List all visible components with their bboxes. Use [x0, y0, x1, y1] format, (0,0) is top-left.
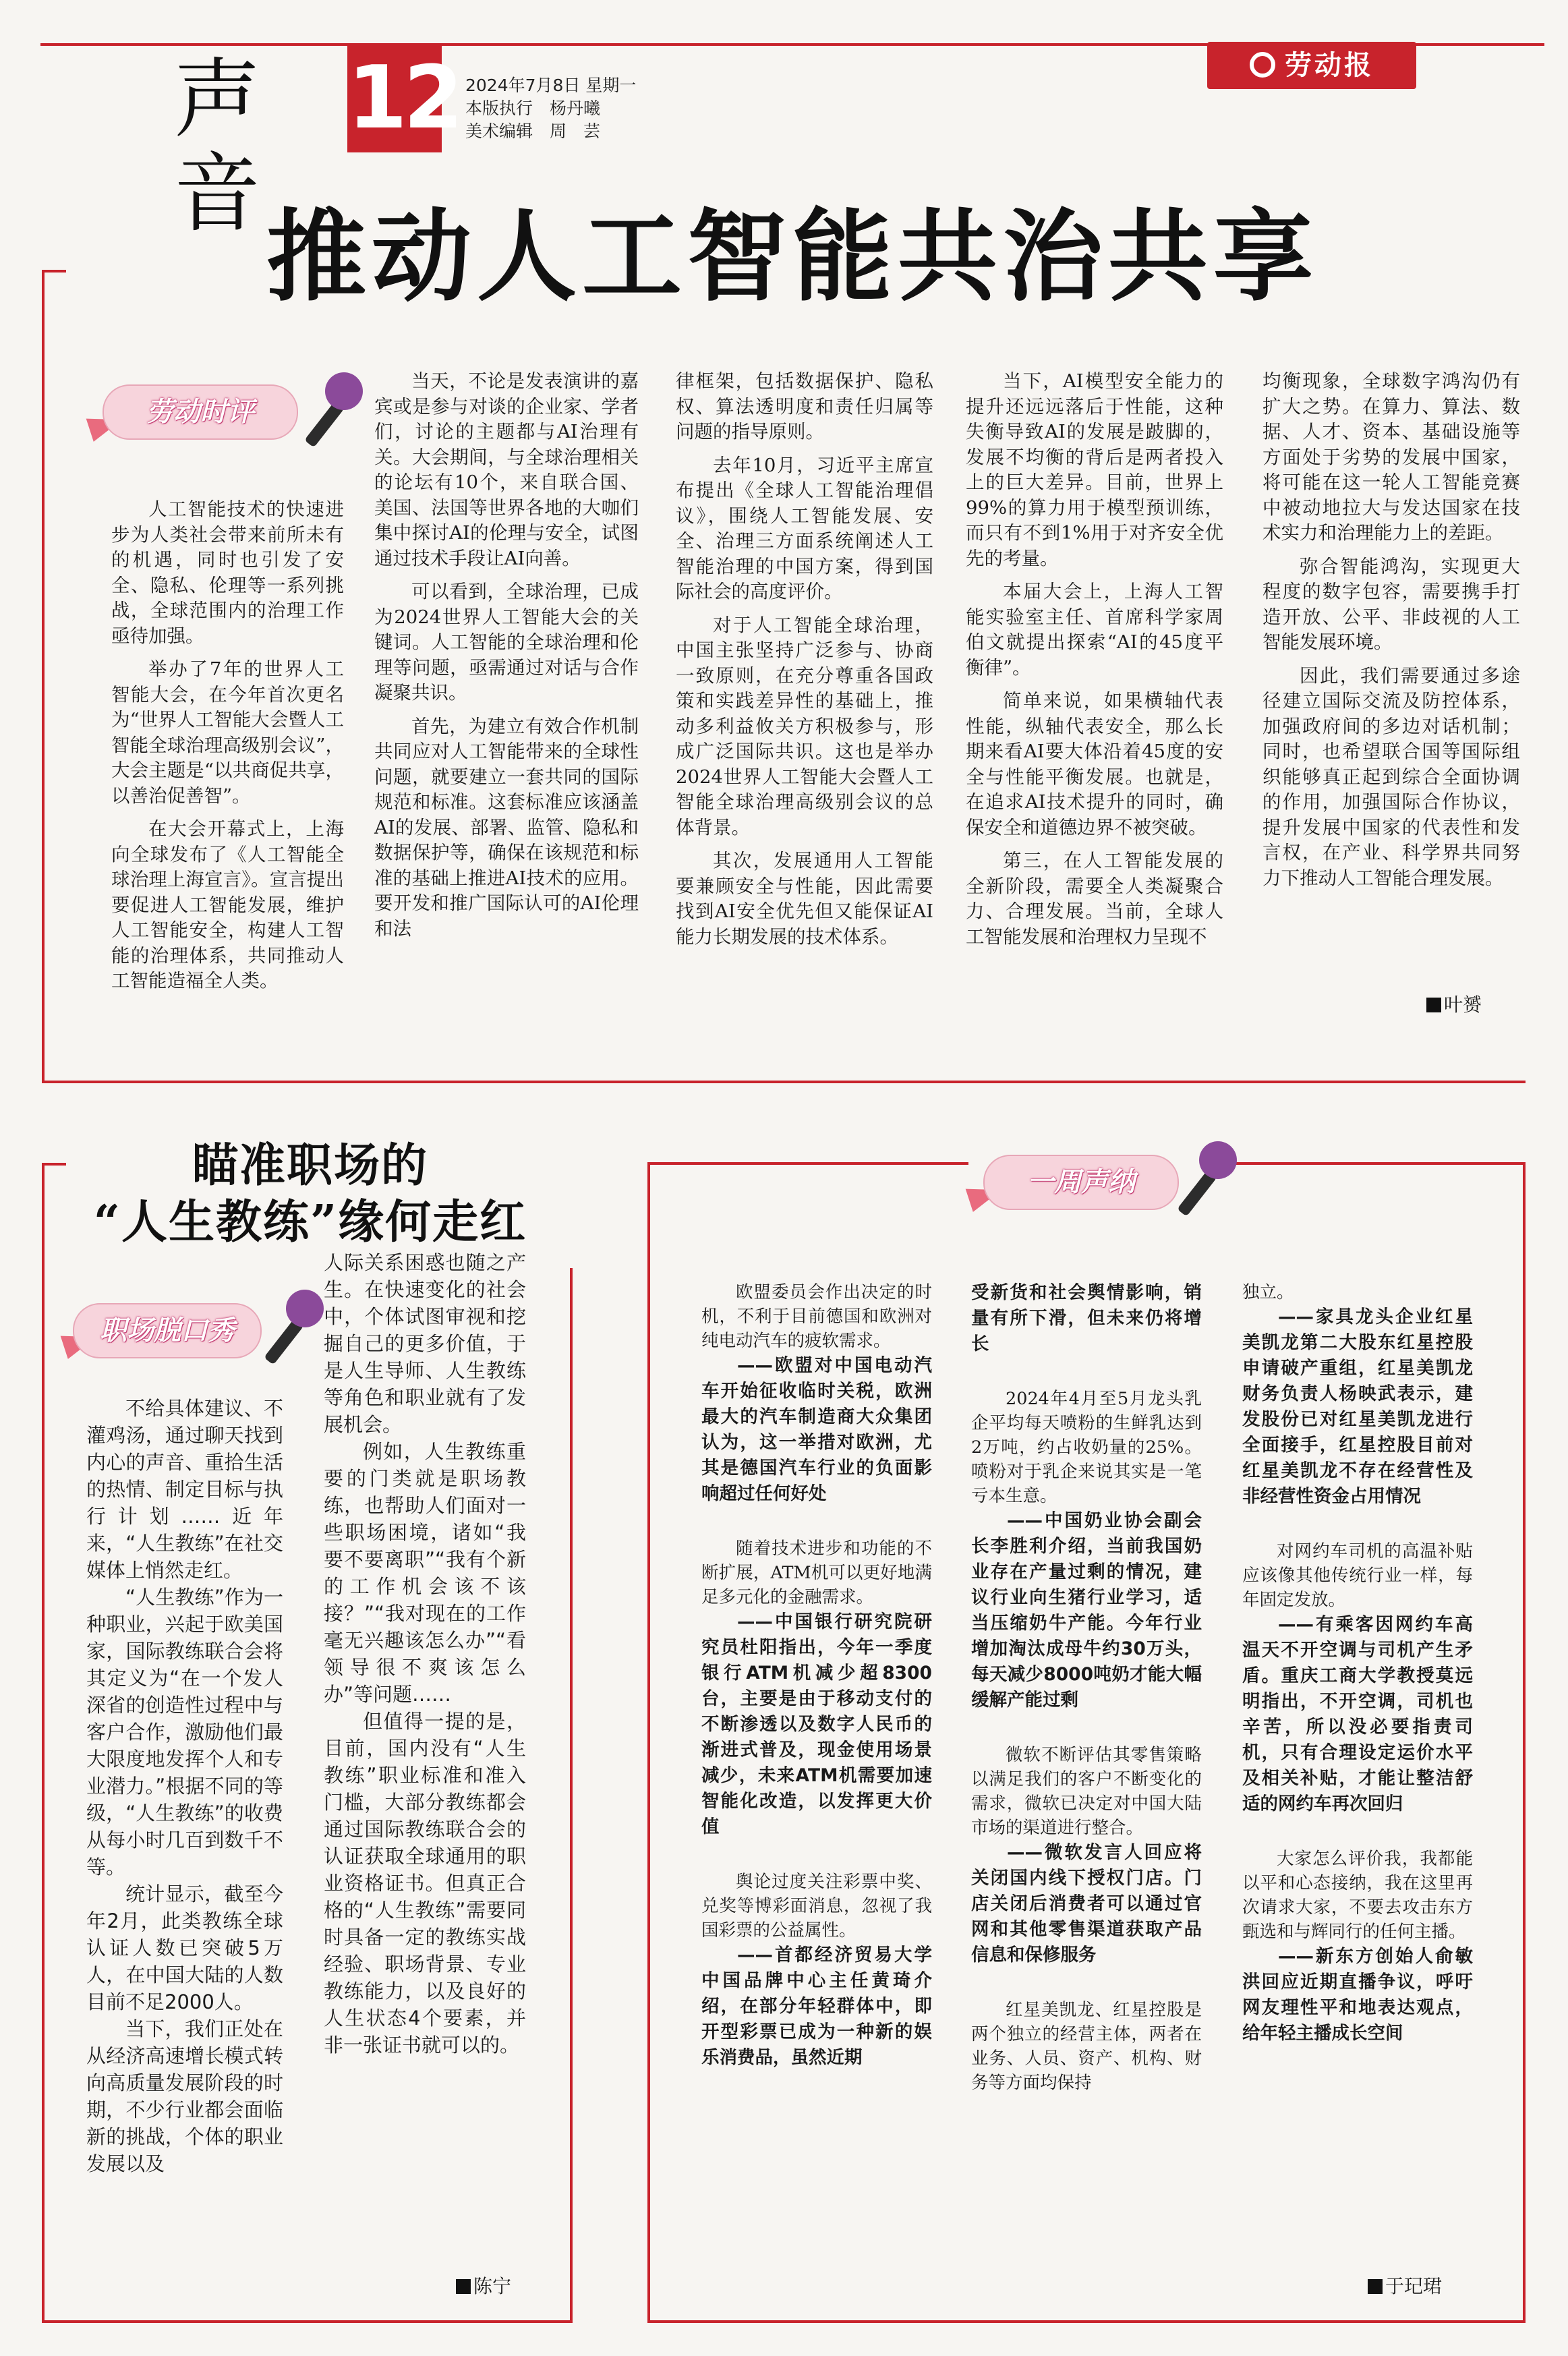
main-column-5: [1262, 369, 1520, 891]
microphone-head: [286, 1290, 324, 1327]
main-column-3: [676, 369, 933, 950]
paragraph: 首先，为建立有效合作机制共同应对人工智能带来的全球性问题，就要建立一套共同的国际规范和标准。这套标准应该涵盖AI的发展、部署、监管、隐私和数据保护等，确保在该规范和标准的基础上推进AI技术的应用。要开发和推广国际认可的AI伦理和法: [374, 715, 639, 940]
paper-name: 劳动报: [1285, 50, 1374, 81]
quote-source: 受新货和社会舆情影响，销量有所下滑，但未来仍将增长: [971, 1282, 1202, 1354]
column-banner-career: [63, 1287, 293, 1361]
paragraph: “人生教练”作为一种职业，兴起于欧美国家，国际教练联合会将其定义为“在一个发人深省的创造性过程中与客户合作，激励他们最大限度地发挥个人和专业潜力。”根据不同的等级，“人生教练”的收费从每小时几百到数千不等。: [86, 1586, 283, 1878]
quote-text: 对网约车司机的高温补贴应该像其他传统行业一样，每年固定发放。: [1242, 1541, 1473, 1610]
paragraph: 可以看到，全球治理，已成为2024世界人工智能大会的关键词。人工智能的全球治理和伦理等问题，亟需通过对话与合作凝聚共识。: [374, 581, 639, 703]
author-name: 陈宁: [473, 2275, 512, 2297]
main-column-4: [966, 369, 1223, 950]
paragraph: 举办了7年的世界人工智能大会，在今年首次更名为“世界人工智能大会暨人工智能全球治理高级别会议”，大会主题是“以共商促共享，以善治促善智”。: [111, 658, 344, 807]
quote-text: 随着技术进步和功能的不断扩展，ATM机可以更好地满足多元化的金融需求。: [701, 1539, 932, 1607]
column-tag: 劳动时评: [103, 384, 298, 440]
byline-mark: [1426, 998, 1441, 1012]
quote-source: ——新东方创始人俞敏洪回应近期直播争议，呼吁网友理性平和地表达观点，给年轻主播成长空间: [1242, 1946, 1473, 2044]
main-headline: 推动人工智能共治共享: [266, 198, 1318, 315]
paragraph: 第三，在人工智能发展的全新阶段，需要全人类凝聚合力、合理发展。当前，全球人工智能发展和治理权力呈现不: [966, 850, 1223, 948]
paragraph: 律框架，包括数据保护、隐私权、算法透明度和责任归属等问题的指导原则。: [676, 370, 933, 442]
byline-mark: [456, 2279, 471, 2294]
column-banner-laodong: [89, 372, 345, 447]
paragraph: 其次，发展通用人工智能要兼顾安全与性能，因此需要找到AI安全优先但又能保证AI能力长期发展的技术体系。: [676, 850, 933, 948]
frame-left-rule: [42, 270, 45, 1083]
career-frame-right: [570, 1268, 573, 2323]
frame-corner-rule: [42, 270, 66, 272]
paragraph: 因此，我们需要通过多途径建立国际交流及防控体系，加强政府间的多边对话机制；同时，也希望联合国等国际组织能够真正起到综合全面协调的作用，加强国际合作协议，提升发展中国家的代表性和发言权，在产业、科学界共同努力下推动人工智能合理发展。: [1262, 664, 1520, 889]
paragraph: 人工智能技术的快速进步为人类社会带来前所未有的机遇，同时也引发了安全、隐私、伦理等一系列挑战，全球范围内的治理工作亟待加强。: [111, 498, 344, 647]
paragraph: 但值得一提的是，目前，国内没有“人生教练”职业标准和准入门槛，大部分教练都会通过国际教练联合会的认证获取全球通用的职业资格证书。但真正合格的“人生教练”需要同时具备一定的教练实战经验、职场背景、专业教练能力，以及良好的人生状态4个要素，并非一张证书就可以的。: [324, 1710, 526, 2057]
microphone-head: [1199, 1141, 1237, 1179]
paragraph: 不给具体建议、不灌鸡汤，通过聊天找到内心的声音、重拾生活的热情、制定目标与执行计划……近年来，“人生教练”在社交媒体上悄然走红。: [86, 1397, 283, 1582]
career-headline-1: 瞄准职场的: [192, 1139, 428, 1193]
sonar-column-3: [1242, 1280, 1473, 2046]
quote-source: ——首都经济贸易大学中国品牌中心主任黄琦介绍，在部分年轻群体中，即开型彩票已成为一种新的娱乐消费品，虽然近期: [701, 1945, 932, 2068]
main-byline: [1426, 990, 1482, 1017]
career-column-2: [324, 1249, 526, 2059]
paragraph: 简单来说，如果横轴代表性能，纵轴代表安全，那么长期来看AI要大体沿着45度的安全与性能平衡发展。也就是，在追求AI技术提升的同时，确保安全和道德边界不被突破。: [966, 690, 1223, 838]
paragraph: 均衡现象，全球数字鸿沟仍有扩大之势。在算力、算法、数据、人才、资本、基础设施等方面处于劣势的发展中国家，将可能在这一轮人工智能竞赛中被动地拉大与发达国家在技术实力和治理能力上的差距。: [1262, 370, 1520, 544]
sonar-byline: [1368, 2272, 1442, 2299]
quote-text: 红星美凯龙、红星控股是两个独立的经营主体，两者在业务、人员、资产、机构、财务等方面均保持: [971, 2000, 1202, 2093]
frame-bottom-rule: [42, 1081, 1526, 1083]
paragraph: 当天，不论是发表演讲的嘉宾或是参与对谈的企业家、学者们，讨论的主题都与AI治理有关。大会期间，与全球治理相关的论坛有10个，来自联合国、美国、法国等世界各地的大咖们集中探讨AI的伦理与安全，试图通过技术手段让AI向善。: [374, 370, 639, 569]
paper-logo: [1207, 42, 1416, 89]
logo-icon: [1250, 52, 1275, 78]
career-frame-left: [42, 1163, 45, 2323]
quote-source: ——微软发言人回应将关闭国内线下授权门店。门店关闭后消费者可以通过官网和其他零售渠道获取产品信息和保修服务: [971, 1842, 1202, 1965]
section-title: 声音: [174, 49, 264, 244]
paragraph: 弥合智能鸿沟，实现更大程度的数字包容，需要携手打造开放、公平、非歧视的人工智能发展环境。: [1262, 555, 1520, 653]
microphone-head: [325, 372, 363, 410]
column-banner-sonar: [968, 1136, 1225, 1217]
column-tag: 职场脱口秀: [73, 1303, 262, 1358]
quote-text: 独立。: [1242, 1282, 1294, 1302]
issue-date: 2024年7月8日 星期一: [465, 76, 637, 95]
quote-text: 2024年4月至5月龙头乳企平均每天喷粉的生鲜乳达到2万吨，约占收奶量的25%。喷粉对于乳企来说其实是一笔亏本生意。: [971, 1389, 1202, 1506]
column-tag: 一周声纳: [983, 1155, 1179, 1210]
paragraph: 例如，人生教练重要的门类就是职场教练，也帮助人们面对一些职场困境，诸如“我要不要离职”“我有个新的工作机会该不该接？”“我对现在的工作毫无兴趣该怎么办”“看领导很不爽该怎么办”等问题……: [324, 1440, 526, 1706]
author-name: 于玘珺: [1385, 2275, 1443, 2297]
main-column-2: [374, 369, 639, 942]
paragraph: 当下，我们正处在从经济高速增长模式转向高质量发展阶段的时期，不少行业都会面临新的挑战，个体的职业发展以及: [86, 2017, 283, 2175]
career-headline-2: “人生教练”缘何走红: [93, 1195, 527, 1249]
sonar-column-2: [971, 1280, 1202, 2095]
paragraph: 当下，AI模型安全能力的提升还远远落后于性能，这种失衡导致AI的发展是跛脚的，发展不均衡的背后是两者投入上的巨大差异。目前，世界上99%的算力用于模型预训练，而只有不到1%用于对齐安全优先的考量。: [966, 370, 1223, 569]
career-byline: [456, 2272, 511, 2299]
author-name: 叶赟: [1444, 994, 1482, 1016]
quote-source: ——中国奶业协会副会长李胜利介绍，当前我国奶业存在产量过剩的情况，建议行业向生猪行业学习，适当压缩奶牛产能。今年行业增加淘汰成母牛约30万头，每天减少8000吨奶才能大幅缓解产能过剩: [971, 1510, 1202, 1711]
quote-text: 舆论过度关注彩票中奖、兑奖等博彩面消息，忽视了我国彩票的公益属性。: [701, 1872, 932, 1941]
paragraph: 去年10月，习近平主席宣布提出《全球人工智能治理倡议》，围绕人工智能发展、安全、治理三方面系统阐述人工智能治理的中国方案，得到国际社会的高度评价。: [676, 454, 933, 602]
career-frame-bottom: [42, 2320, 572, 2323]
quote-source: ——家具龙头企业红星美凯龙第二大股东红星控股申请破产重组，红星美凯龙财务负责人杨映武表示，建发股份已对红星美凯龙进行全面接手，红星控股目前对红星美凯龙不存在经营性及非经营性资金占用情况: [1242, 1306, 1473, 1507]
paragraph: 统计显示，截至今年2月，此类教练全球认证人数已突破5万人，在中国大陆的人数目前不足2000人。: [86, 1883, 283, 2013]
career-frame-corner: [42, 1163, 66, 1166]
main-column-1: [111, 497, 344, 994]
paragraph: 人际关系困惑也随之产生。在快速变化的社会中，个体试图审视和挖掘自己的更多价值，于是人生导师、人生教练等角色和职业就有了发展机会。: [324, 1251, 526, 1436]
paragraph: 在大会开幕式上，上海向全球发布了《人工智能全球治理上海宣言》。宣言提出要促进人工智能发展，维护人工智能安全，构建人工智能的治理体系，共同推动人工智能造福全人类。: [111, 818, 344, 992]
page-number: 12: [347, 45, 442, 152]
quote-text: 微软不断评估其零售策略以满足我们的客户不断变化的需求，微软已决定对中国大陆市场的渠道进行整合。: [971, 1745, 1202, 1838]
quote-source: ——有乘客因网约车高温天不开空调与司机产生矛盾。重庆工商大学教授莫远明指出，不开空调，司机也辛苦，所以没必要指责司机，只有合理设定运价水平及相关补贴，才能让整洁舒适的网约车再次回归: [1242, 1614, 1473, 1814]
byline-mark: [1368, 2279, 1383, 2294]
quote-text: 欧盟委员会作出决定的时机，不利于目前德国和欧洲对纯电动汽车的疲软需求。: [701, 1282, 932, 1351]
art-editor-line: 美术编辑 周 芸: [465, 121, 601, 141]
career-column-1: [86, 1395, 283, 2177]
sonar-column-1: [701, 1280, 932, 2071]
paragraph: 对于人工智能全球治理，中国主张坚持广泛参与、协商一致原则，在充分尊重各国政策和实践差异性的基础上，推动多利益攸关方积极参与，形成广泛国际共识。这也是举办2024世界人工智能大会暨人工智能全球治理高级别会议的总体背景。: [676, 614, 933, 838]
paragraph: 本届大会上，上海人工智能实验室主任、首席科学家周伯文就提出探索“AI的45度平衡律”。: [966, 581, 1223, 679]
editor-line: 本版执行 杨丹曦: [465, 98, 601, 118]
quote-text: 大家怎么评价我，我都能以平和心态接纳，我在这里再次请求大家，不要去攻击东方甄选和与辉同行的任何主播。: [1242, 1849, 1473, 1942]
quote-source: ——欧盟对中国电动汽车开始征收临时关税，欧洲最大的汽车制造商大众集团认为，这一举措对欧洲，尤其是德国汽车行业的负面影响超过任何好处: [701, 1355, 932, 1504]
quote-source: ——中国银行研究院研究员杜阳指出，今年一季度银行ATM机减少超8300台，主要是由于移动支付的不断渗透以及数字人民币的渐进式普及，现金使用场景减少，未来ATM机需要加速智能化改造，以发挥更大价值: [701, 1611, 932, 1837]
